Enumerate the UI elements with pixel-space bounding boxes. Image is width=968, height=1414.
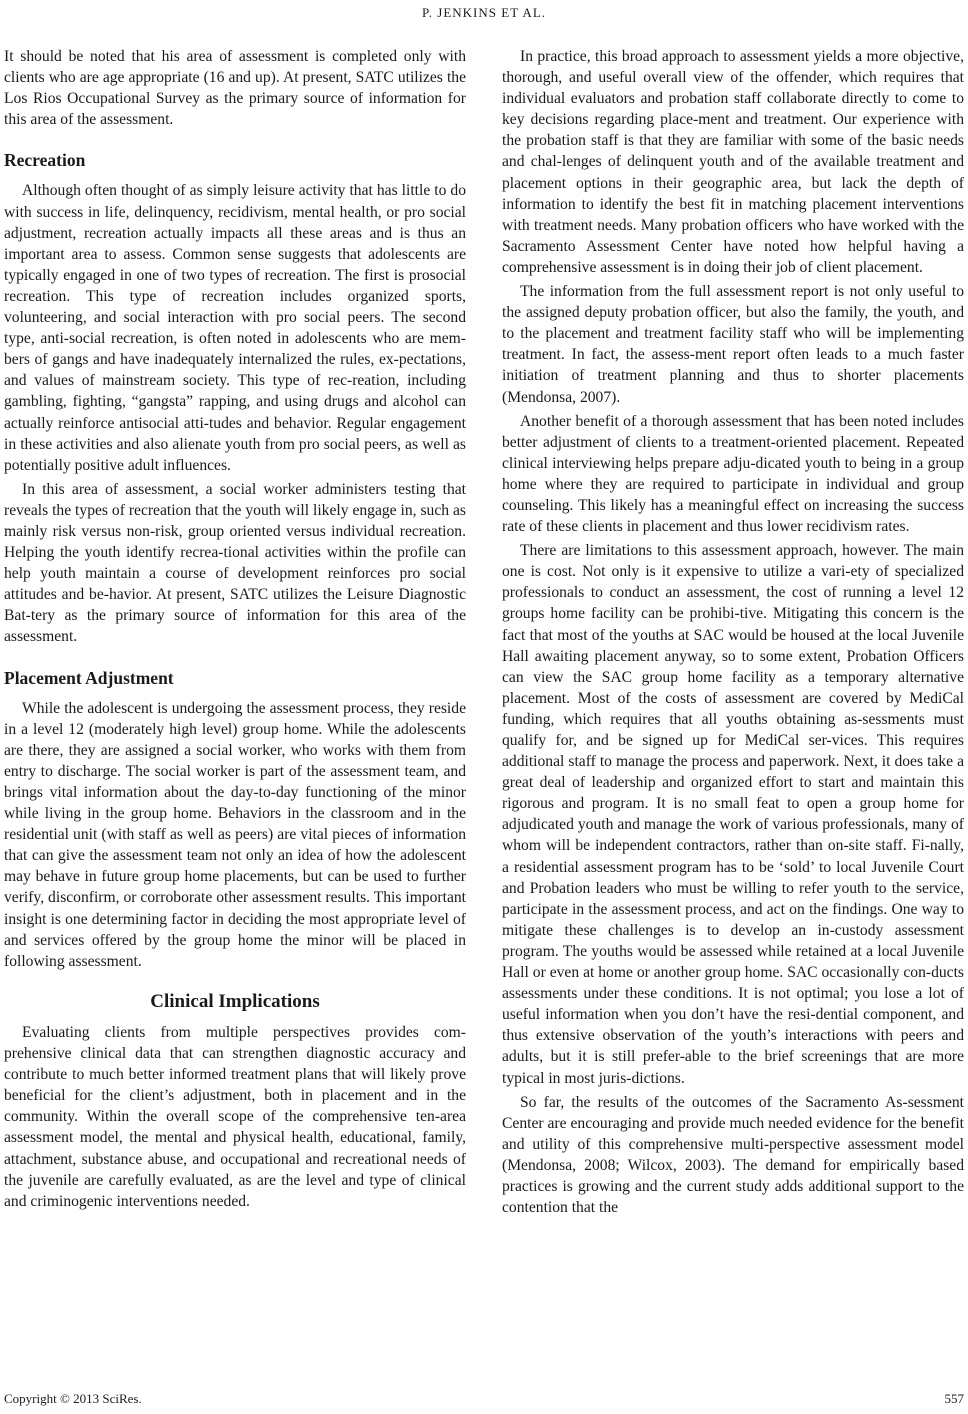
left-column	[4, 46, 466, 1212]
right-column	[502, 46, 964, 1218]
placement-paragraph-1: While the adolescent is undergoing the assessment process, they reside in a level 12 (moderately high level) group home. While the adolescents are there, they are assigned a social worker, who works with them from entry to discharge. The social worker is part of the assessment team, and brings vital information about the day-to-day functioning of the minor while living in the group home. Behaviors in the classroom and in the residential unit (with staff as well as peers) are vital pieces of information that can give the assessment team not only an idea of how the adolescent may behave in future group home placements, but can be used to further verify, disconfirm, or corroborate other assessment results. This important insight is one determining factor in deciding the most appropriate level of and services offered by the group home the minor will be placed in following assessment.	[4, 699, 466, 970]
outcomes-paragraph: So far, the results of the outcomes of the Sacramento As-sessment Center are encouraging and provide much needed evidence for the benefit and utility of this comprehensive multi-perspective assessment model (Mendonsa, 2008; Wilcox, 2003). The demand for empirically based practices is growing and the current study adds additional support to the contention that the	[502, 1093, 964, 1217]
clinical-implications-heading: Clinical Implications	[150, 990, 320, 1012]
copyright-notice: Copyright © 2013 SciRes.	[4, 1391, 142, 1406]
practice-paragraph: In practice, this broad approach to assessment yields a more objective, thorough, and useful overall view of the offender, which requires that individual evaluators and probation staff collaborate directly to come to key decisions regarding place-ment and treatment. Our experience with the probation staff is that they are familiar with some of the basic needs and chal-lenges of delinquent youth and of the available treatment and placement options in their geographic area, but lack the depth of information to identify the best fit in matching placement interventions with treatment needs. Many probation officers who have worked with the Sacramento Assessment Center have noted how helpful having a comprehensive assessment is in doing their job of client placement.	[502, 48, 964, 276]
placement-adjustment-heading: Placement Adjustment	[4, 667, 174, 688]
running-head: P. JENKINS ET AL.	[421, 5, 547, 20]
recreation-paragraph-2: In this area of assessment, a social worker administers testing that reveals the types of recreation that the youth will likely engage in, such as mainly risk versus non-risk, group oriented versus individual recreation. Helping the youth identify recrea-tional activities within the profile can help youth maintain a course of development reinforces pro social attitudes and be-havior. At present, SATC utilizes the Leisure Diagnostic Bat-tery as the primary source of information for this area of the assessment.	[4, 480, 466, 646]
recreation-heading: Recreation	[4, 150, 86, 171]
limitations-paragraph: There are limitations to this assessment approach, however. The main one is cost. Not only is it expensive to utilize a vari-ety of specialized professionals to conduct an assessment, the cost of running a level 12 groups home facility can be prohibi-tive. Mitigating this concern is the fact that most of the youths at SAC would be housed at the local Juvenile Hall awaiting placement anyway, so to some extent, Probation Officers can view the SAC group home facility as a temporary alternative placement. Most of the costs of assessment are covered by MediCal funding, which requires that all youths obtaining as-sessments must qualify for, and be signed up for MediCal ser-vices. This requires additional staff to manage the process and paperwork. Next, it does take a great deal of leadership and organized effort to start and maintain this rigorous and program. It is no small feat to open a group home for adjudicated youth and manage the work of various professionals, many of whom will be independent contractors, rather than on-site staff. Fi-nally, a residential assessment program has to be ‘sold’ to local Juvenile Court and Probation leaders who must be willing to refer youth to the service, participate in the assessment process, and act on the findings. One way to mitigate these challenges is to develop an in-custody assessment program. The youths would be assessed while retained at a local Juvenile Hall or even at home or another group home. SAC occasionally con-ducts assessments under these conditions. It is not optimal; you lose a lot of useful information when you don’t have the resi-dential component, and thus extensive observation of the youth’s interactions with peers and adults, but it is still prefer-able to the brief screenings that are more typical in most juris-dictions.	[502, 542, 964, 1087]
benefit-paragraph: Another benefit of a thorough assessment that has been noted includes better adjustment of clients to a treatment-oriented placement. Repeated clinical interviewing helps prepare adju-dicated youth to being in a group home where they are required to participate in individual and group counseling. This likely has a meaningful effect on increasing the success rate of these clients in placement and thus lower recidivism rates.	[502, 412, 964, 536]
report-paragraph: The information from the full assessment report is not only useful to the assigned deputy probation officer, but also the family, the youth, and to the placement and treatment facility staff who will be implementing treatment. In fact, the assess-ment report often leads to a much faster initiation of treatment planning and thus to shorter placements (Mendonsa, 2007).	[502, 283, 964, 406]
intro-paragraph: It should be noted that his area of assessment is completed only with clients who are age appropriate (16 and up). At present, SATC utilizes the Los Rios Occupational Survey as the primary source of information for this area of the assessment.	[4, 48, 466, 129]
recreation-paragraph-1: Although often thought of as simply leisure activity that has little to do with success in life, delinquency, recidivism, mental health, or pro social adjustment, recreation actually impacts all these areas and is thus an important area to assess. Common sense suggests that adolescents are typically engaged in one of two types of recreation. The first is prosocial recreation. This type of recreation includes organized sports, volunteering, and social interaction with pro social peers. The second type, anti-social recreation, is often noted in adolescents who are mem-bers of gangs and have inadequately internalized the rules, ex-pectations, and values of mainstream society. This type of rec-reation, including gambling, fighting, “gangsta” rapping, and using drugs and alcohol can actually reinforce antisocial atti-tudes and behavior. Regular engagement in these activities and also alienate youth from pro social peers, as well as potentially positive adult influences.	[4, 182, 466, 474]
clinical-paragraph-1: Evaluating clients from multiple perspectives provides com-prehensive clinical data that can strengthen diagnostic accuracy and contribute to much better informed treatment plans that will likely prove beneficial for the client’s adjustment, both in placement and in the community. Within the overall scope of the comprehensive ten-area assessment model, the mental and physical health, educational, family, attachment, substance abuse, and occupational and recreational needs of the juvenile are carefully evaluated, as are the level and type of clinical and criminogenic interventions needed.	[4, 1023, 466, 1210]
page-number: 557	[944, 1391, 964, 1406]
